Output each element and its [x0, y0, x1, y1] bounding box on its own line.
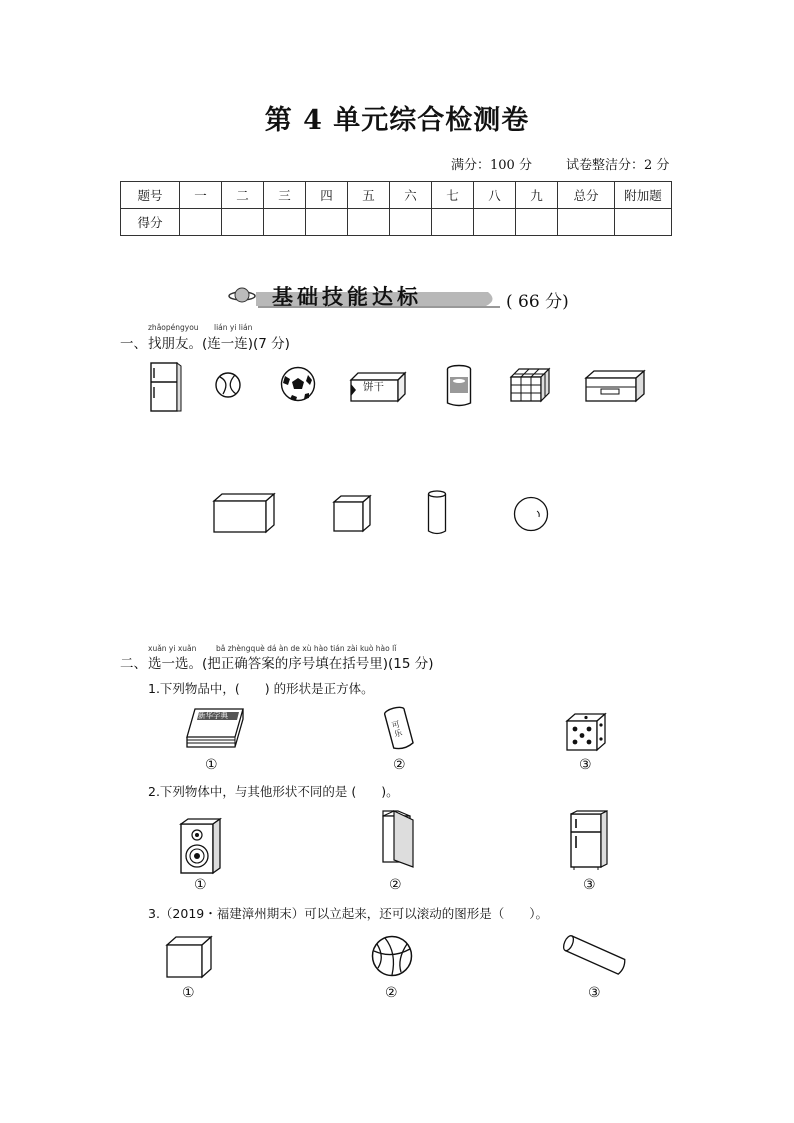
- option-3-label[interactable]: ③: [579, 757, 592, 773]
- option-3-label[interactable]: ③: [588, 985, 601, 1001]
- option-1-label[interactable]: ①: [182, 985, 195, 1001]
- question-number: 一、: [120, 336, 147, 352]
- subquestion-1-text: 1.下列物品中，( ) 的形状是正方体。: [148, 681, 374, 696]
- sphere-icon[interactable]: [513, 496, 549, 532]
- table-cell: 一: [180, 182, 222, 209]
- table-cell: 五: [348, 182, 390, 209]
- section-banner-score: ( 66 分): [506, 292, 569, 312]
- fridge-icon[interactable]: [150, 362, 178, 412]
- table-cell: 题号: [121, 182, 180, 209]
- cylinder-icon[interactable]: [427, 490, 447, 536]
- score-table-score-row: [121, 209, 672, 236]
- score-cell[interactable]: [264, 209, 306, 236]
- table-cell: 六: [390, 182, 432, 209]
- can-icon[interactable]: [446, 365, 472, 407]
- table-cell: 三: [264, 182, 306, 209]
- score-cell[interactable]: [474, 209, 516, 236]
- pinyin: lián yi lián: [214, 323, 253, 332]
- score-cell[interactable]: [558, 209, 615, 236]
- score-cell[interactable]: [348, 209, 390, 236]
- dictionary-label: 新华字典: [198, 711, 228, 720]
- table-cell: 得分: [121, 209, 180, 236]
- score-cell[interactable]: [390, 209, 432, 236]
- option-1-label[interactable]: ①: [194, 877, 207, 893]
- question-number: 二、: [120, 656, 147, 672]
- score-cell[interactable]: [306, 209, 348, 236]
- subquestion-2-text: 2.下列物体中，与其他形状不同的是 ( )。: [148, 784, 399, 799]
- score-table-header-row: [121, 182, 672, 209]
- question-text: 选一选。(把正确答案的序号填在括号里)(15 分): [148, 656, 434, 672]
- table-cell: 九: [516, 182, 558, 209]
- score-table: [120, 181, 672, 236]
- question-text: 找朋友。(连一连)(7 分): [148, 336, 290, 352]
- page-title: 第 4 单元综合检测卷: [264, 105, 530, 136]
- cube-icon[interactable]: [166, 936, 212, 978]
- basketball-icon[interactable]: [371, 935, 413, 977]
- table-cell: 总分: [558, 182, 615, 209]
- full-score: 满分：100 分: [451, 158, 532, 173]
- option-2-label[interactable]: ②: [393, 757, 406, 773]
- score-cell[interactable]: [516, 209, 558, 236]
- soccer-ball-icon[interactable]: [280, 366, 316, 402]
- pinyin: xuǎn yi xuǎn: [148, 644, 197, 653]
- option-1-label[interactable]: ①: [205, 757, 218, 773]
- pinyin: bǎ zhèngquè dá àn de xù hào tián zài kuò hào lǐ: [216, 644, 397, 653]
- dice-icon[interactable]: [566, 713, 606, 751]
- neatness-score: 试卷整洁分：2 分: [566, 158, 670, 173]
- table-cell: 八: [474, 182, 516, 209]
- suitcase-icon[interactable]: [585, 370, 645, 402]
- pinyin: zhǎopéngyou: [148, 323, 199, 332]
- triangular-prism-icon[interactable]: [380, 810, 414, 868]
- score-cell[interactable]: [615, 209, 672, 236]
- score-cell[interactable]: [180, 209, 222, 236]
- option-2-label[interactable]: ②: [389, 877, 402, 893]
- table-cell: 二: [222, 182, 264, 209]
- fridge-icon[interactable]: [570, 810, 608, 870]
- cylinder-icon[interactable]: [560, 934, 630, 976]
- section-banner-title: 基础技能达标: [272, 285, 422, 309]
- cuboid-icon[interactable]: [213, 493, 275, 533]
- score-cell[interactable]: [432, 209, 474, 236]
- cola-label: 可乐: [390, 719, 404, 739]
- table-cell: 四: [306, 182, 348, 209]
- speaker-icon[interactable]: [180, 818, 222, 874]
- table-cell: 附加题: [615, 182, 672, 209]
- table-cell: 七: [432, 182, 474, 209]
- option-3-label[interactable]: ③: [583, 877, 596, 893]
- option-2-label[interactable]: ②: [385, 985, 398, 1001]
- biscuit-box-label: 饼干: [363, 381, 384, 393]
- cube-icon[interactable]: [333, 495, 371, 533]
- subquestion-3-text: 3.（2019・福建漳州期末）可以立起来，还可以滚动的图形是（ ）。: [148, 906, 548, 921]
- rubiks-cube-icon[interactable]: [510, 368, 550, 402]
- ball-icon[interactable]: [215, 372, 241, 398]
- score-cell[interactable]: [222, 209, 264, 236]
